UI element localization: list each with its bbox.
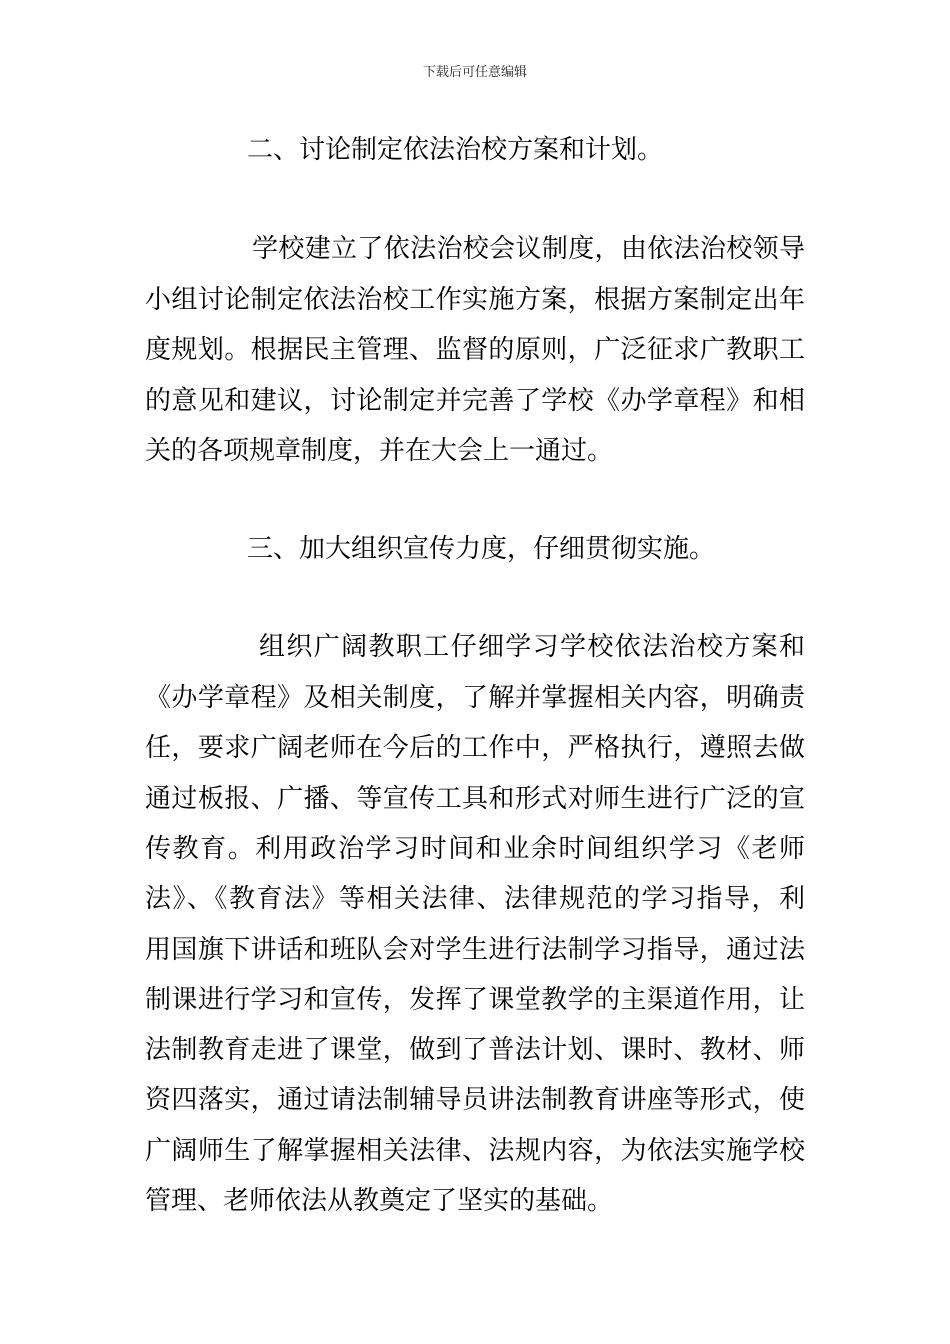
- section-3-line: 管理、老师依法从教奠定了坚实的基础。: [145, 1186, 614, 1216]
- section-2-heading: 二、讨论制定依法治校方案和计划。: [247, 135, 664, 165]
- section-3-line: 任，要求广阔老师在今后的工作中，严格执行，遵照去做: [145, 733, 805, 763]
- section-3-line: 广阔师生了解掌握相关法律、法规内容，为依法实施学校: [145, 1136, 805, 1166]
- section-3-heading: 三、加大组织宣传力度，仔细贯彻实施。: [247, 534, 716, 564]
- section-3-line: 制课进行学习和宣传，发挥了课堂教学的主渠道作用，让: [145, 985, 805, 1015]
- section-3-line: 组织广阔教职工仔细学习学校依法治校方案和: [259, 632, 805, 662]
- section-3-line: 资四落实，通过请法制辅导员讲法制教育讲座等形式，使: [145, 1085, 805, 1115]
- section-3-line: 传教育。利用政治学习时间和业余时间组织学习《老师: [145, 834, 805, 864]
- section-2-line: 关的各项规章制度，并在大会上一通过。: [145, 436, 614, 466]
- section-3-line: 法制教育走进了课堂，做到了普法计划、课时、教材、师: [145, 1035, 805, 1065]
- page-header: 下载后可任意编辑: [422, 65, 527, 80]
- section-2-line: 度规划。根据民主管理、监督的原则，广泛征求广教职工: [145, 335, 805, 365]
- section-3-line: 用国旗下讲话和班队会对学生进行法制学习指导，通过法: [145, 935, 805, 965]
- section-2-line: 小组讨论制定依法治校工作实施方案，根据方案制定出年: [145, 285, 805, 315]
- section-3-line: 通过板报、广播、等宣传工具和形式对师生进行广泛的宣: [145, 784, 805, 814]
- section-3-line: 《办学章程》及相关制度，了解并掌握相关内容，明确责: [145, 683, 805, 713]
- section-2-line: 学校建立了依法治校会议制度，由依法治校领导: [252, 234, 805, 264]
- section-2-line: 的意见和建议，讨论制定并完善了学校《办学章程》和相: [145, 386, 805, 416]
- section-3-line: 法》、《教育法》等相关法律、法律规范的学习指导，利: [145, 884, 805, 914]
